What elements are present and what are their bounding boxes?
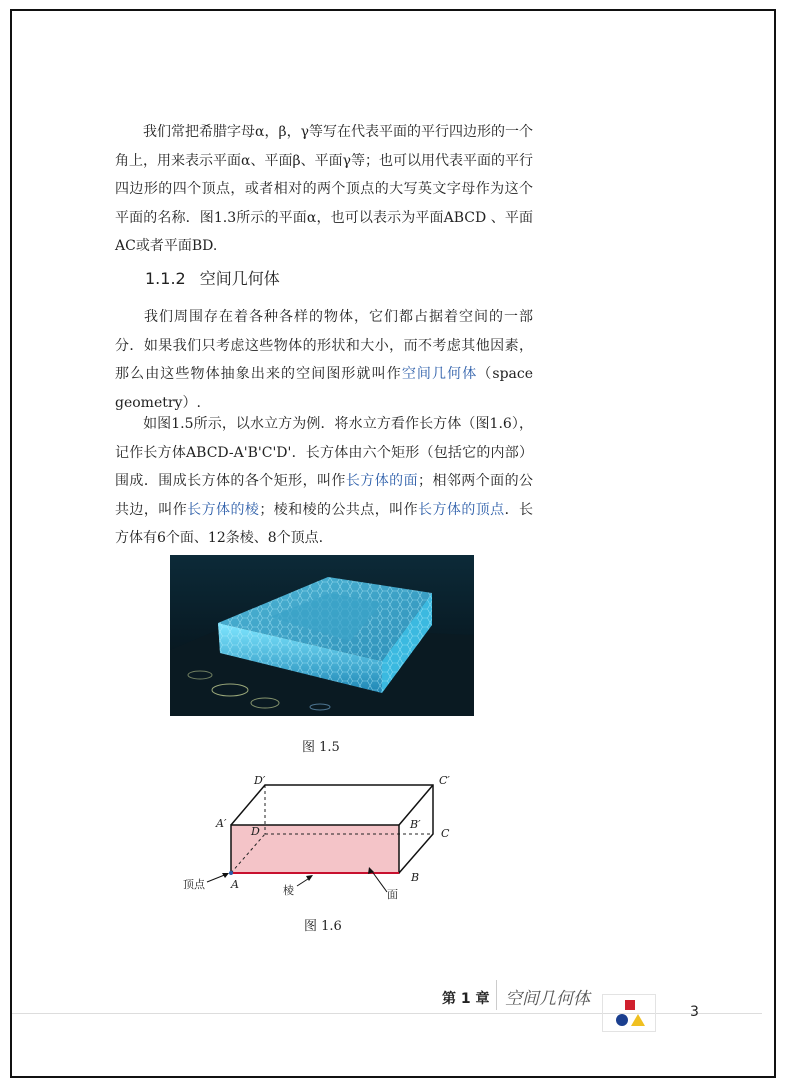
label-d: D: [251, 825, 260, 838]
logo-triangle: [631, 1014, 645, 1026]
label-a1: A′: [216, 817, 227, 830]
paragraph-1-text: 我们常把希腊字母α，β，γ等写在代表平面的平行四边形的一个角上，用来表示平面α、平面β、平面γ等；也可以用代表平面的平行四边形的四个顶点，或者相对的两个顶点的大写英文字母作为这个平面的名称．图1.3所示的平面α，也可以表示为平面ABCD 、平面AC或者平面BD.: [115, 124, 533, 254]
chapter-label: 第 1 章: [442, 991, 490, 1007]
cuboid-diagram: [175, 770, 475, 905]
figure-1-5-caption: 图 1.5: [302, 740, 340, 755]
section-number: 1.1.2: [145, 269, 186, 288]
chapter-title: 空间几何体: [505, 989, 590, 1009]
keyword-vertex: 长方体的顶点: [418, 501, 505, 518]
vertex-a-dot: [229, 871, 233, 875]
label-d1: D′: [254, 774, 266, 787]
keyword-space-geometry: 空间几何体: [401, 366, 478, 382]
paragraph-3-text-d: ．长方体有6个面、12条棱、8个顶点.: [115, 501, 534, 546]
section-heading: [145, 266, 294, 289]
label-face: 面: [387, 888, 398, 901]
paragraph-2-text-a: 我们周围存在着各种各样的物体，它们都占据着空间的一部分．如果我们只考虑这些物体的形状和大小，而不考虑其他因素，那么由这些物体抽象出来的空间图形就叫作: [115, 309, 533, 382]
paragraph-2: [115, 303, 533, 417]
keyword-edge: 长方体的棱: [187, 501, 260, 518]
label-edge: 棱: [283, 884, 294, 897]
label-c: C: [441, 827, 450, 840]
paragraph-3-text-b: ；相邻两个面的公共边，叫作: [115, 473, 534, 518]
paragraph-3-text-c: ；棱和棱的公共点，叫作: [259, 501, 419, 518]
logo-square: [625, 1000, 635, 1010]
logo-circle: [616, 1014, 628, 1026]
keyword-face: 长方体的面: [345, 473, 419, 489]
figure-1-6-caption: 图 1.6: [304, 919, 342, 934]
page-number: 3: [690, 1004, 699, 1020]
paragraph-2-text-b: （space geometry）.: [115, 366, 534, 411]
paragraph-3: [115, 410, 533, 553]
water-cube-photo: [170, 555, 474, 716]
label-c1: C′: [439, 774, 450, 787]
paragraph-1: [115, 118, 533, 261]
label-b1: B′: [410, 818, 421, 831]
paragraph-3-text-a: 如图1.5所示，以水立方为例．将水立方看作长方体（图1.6），记作长方体ABCD-A'B'C'D'．长方体由六个矩形（包括它的内部）围成．围成长方体的各个矩形，叫作: [115, 416, 533, 489]
publisher-logo: [602, 994, 656, 1032]
label-vertex: 顶点: [183, 878, 205, 891]
chapter-separator: [496, 980, 497, 1010]
label-b: B: [411, 871, 420, 884]
section-title: 空间几何体: [199, 269, 280, 288]
label-a: A: [231, 878, 239, 891]
